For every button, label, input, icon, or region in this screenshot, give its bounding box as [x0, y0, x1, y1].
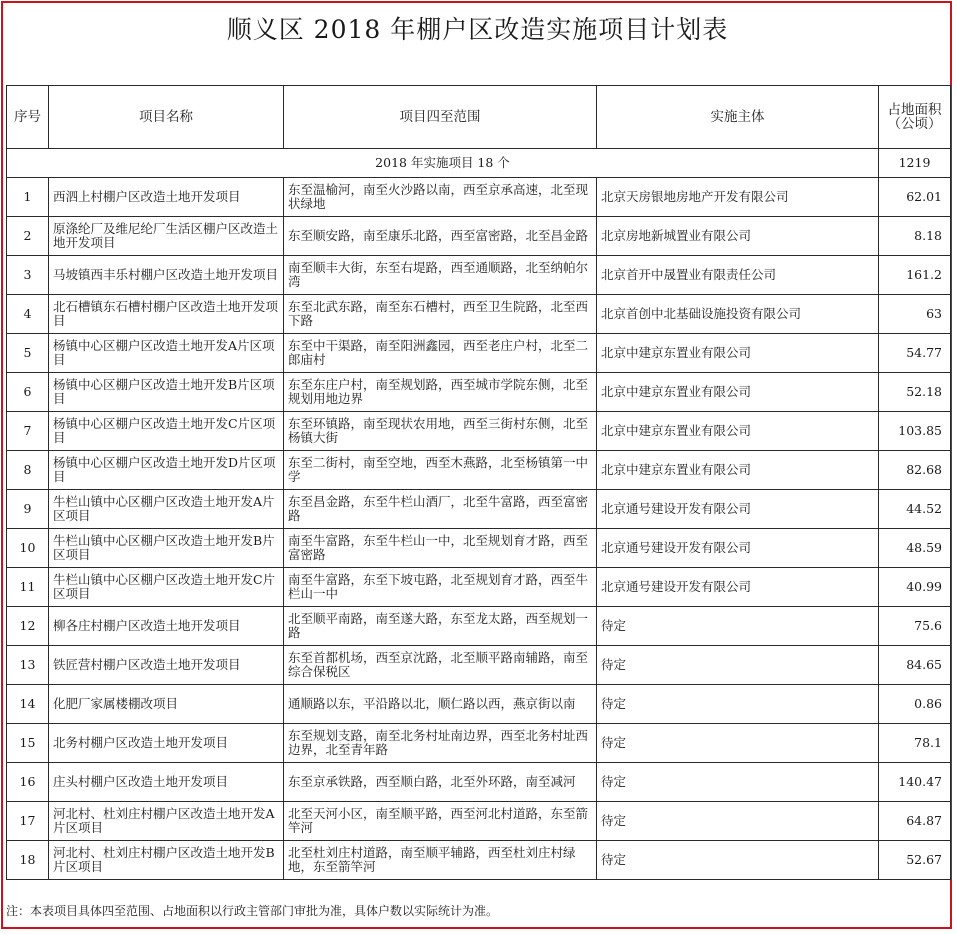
cell-owner: 北京房地新城置业有限公司	[597, 217, 879, 256]
cell-range: 南至牛富路，东至下坡屯路，北至规划育才路，西至牛栏山一中	[284, 568, 597, 607]
summary-row	[7, 149, 951, 178]
cell-range: 北至杜刘庄村道路，南至顺平辅路，西至杜刘庄村绿地，东至箭竿河	[284, 841, 597, 880]
cell-name: 牛栏山镇中心区棚户区改造土地开发A片区项目	[49, 490, 284, 529]
cell-area: 44.52	[879, 490, 951, 529]
cell-area: 75.6	[879, 607, 951, 646]
table-row	[7, 607, 951, 646]
cell-seq: 18	[7, 841, 49, 880]
cell-area: 84.65	[879, 646, 951, 685]
cell-range: 东至二街村，南至空地，西至木燕路，北至杨镇第一中学	[284, 451, 597, 490]
table-row	[7, 529, 951, 568]
table-row	[7, 646, 951, 685]
cell-owner: 待定	[597, 724, 879, 763]
cell-name: 庄头村棚户区改造土地开发项目	[49, 763, 284, 802]
cell-owner: 待定	[597, 607, 879, 646]
cell-name: 杨镇中心区棚户区改造土地开发A片区项目	[49, 334, 284, 373]
cell-area: 52.18	[879, 373, 951, 412]
cell-owner: 北京首创中北基础设施投资有限公司	[597, 295, 879, 334]
cell-range: 东至顺安路，南至康乐北路，西至富密路，北至昌金路	[284, 217, 597, 256]
cell-seq: 3	[7, 256, 49, 295]
page-title: 顺义区 2018 年棚户区改造实施项目计划表	[226, 15, 729, 44]
cell-name: 北石槽镇东石槽村棚户区改造土地开发项目	[49, 295, 284, 334]
cell-owner: 待定	[597, 646, 879, 685]
header-area-line1: 占地面积	[887, 102, 942, 118]
cell-owner: 北京中建京东置业有限公司	[597, 451, 879, 490]
cell-area: 40.99	[879, 568, 951, 607]
table-row	[7, 763, 951, 802]
cell-range: 东至环镇路，南至现状农用地，西至三街村东侧，北至杨镇大街	[284, 412, 597, 451]
project-table	[6, 85, 951, 880]
cell-range: 通顺路以东，平沿路以北，顺仁路以西，燕京街以南	[284, 685, 597, 724]
cell-owner: 待定	[597, 841, 879, 880]
cell-seq: 6	[7, 373, 49, 412]
cell-name: 杨镇中心区棚户区改造土地开发B片区项目	[49, 373, 284, 412]
header-area-line2: （公顷）	[887, 116, 942, 132]
cell-range: 东至京承铁路，西至顺白路，北至外环路，南至减河	[284, 763, 597, 802]
table-row	[7, 802, 951, 841]
cell-name: 柳各庄村棚户区改造土地开发项目	[49, 607, 284, 646]
cell-name: 化肥厂家属楼棚改项目	[49, 685, 284, 724]
cell-seq: 5	[7, 334, 49, 373]
cell-area: 54.77	[879, 334, 951, 373]
cell-owner: 北京通号建设开发有限公司	[597, 568, 879, 607]
cell-seq: 14	[7, 685, 49, 724]
cell-owner: 北京通号建设开发有限公司	[597, 529, 879, 568]
header-range: 项目四至范围	[284, 86, 597, 149]
cell-range: 东至北武东路，南至东石槽村，西至卫生院路，北至西下路	[284, 295, 597, 334]
cell-area: 161.2	[879, 256, 951, 295]
header-seq: 序号	[7, 86, 49, 149]
cell-seq: 10	[7, 529, 49, 568]
table-row	[7, 178, 951, 217]
cell-name: 牛栏山镇中心区棚户区改造土地开发C片区项目	[49, 568, 284, 607]
cell-seq: 2	[7, 217, 49, 256]
cell-seq: 15	[7, 724, 49, 763]
cell-name: 西泗上村棚户区改造土地开发项目	[49, 178, 284, 217]
cell-owner: 待定	[597, 763, 879, 802]
cell-seq: 13	[7, 646, 49, 685]
cell-range: 北至顺平南路，南至遂大路，东至龙太路，西至规划一路	[284, 607, 597, 646]
cell-area: 52.67	[879, 841, 951, 880]
table-header-row	[7, 86, 951, 149]
cell-area: 64.87	[879, 802, 951, 841]
footnote: 注：本表项目具体四至范围、占地面积以行政主管部门审批为准，具体户数以实际统计为准。	[6, 904, 499, 918]
cell-seq: 1	[7, 178, 49, 217]
cell-area: 63	[879, 295, 951, 334]
cell-name: 河北村、杜刘庄村棚户区改造土地开发B片区项目	[49, 841, 284, 880]
cell-seq: 4	[7, 295, 49, 334]
cell-area: 0.86	[879, 685, 951, 724]
header-area	[879, 86, 951, 149]
cell-name: 原涤纶厂及维尼纶厂生活区棚户区改造土地开发项目	[49, 217, 284, 256]
table-row	[7, 451, 951, 490]
table-row	[7, 841, 951, 880]
cell-seq: 9	[7, 490, 49, 529]
cell-name: 杨镇中心区棚户区改造土地开发C片区项目	[49, 412, 284, 451]
table-row	[7, 412, 951, 451]
cell-owner: 北京中建京东置业有限公司	[597, 412, 879, 451]
table-row	[7, 724, 951, 763]
table-row	[7, 490, 951, 529]
cell-range: 东至昌金路，东至牛栏山酒厂，北至牛富路，西至富密路	[284, 490, 597, 529]
cell-seq: 12	[7, 607, 49, 646]
cell-name: 杨镇中心区棚户区改造土地开发D片区项目	[49, 451, 284, 490]
cell-seq: 17	[7, 802, 49, 841]
cell-range: 东至温榆河，南至火沙路以南，西至京承高速，北至现状绿地	[284, 178, 597, 217]
cell-range: 北至天河小区，南至顺平路，西至河北村道路，东至箭竿河	[284, 802, 597, 841]
cell-owner: 北京通号建设开发有限公司	[597, 490, 879, 529]
header-owner: 实施主体	[597, 86, 879, 149]
cell-owner: 待定	[597, 685, 879, 724]
cell-area: 48.59	[879, 529, 951, 568]
table-row	[7, 685, 951, 724]
cell-name: 铁匠营村棚户区改造土地开发项目	[49, 646, 284, 685]
cell-area: 8.18	[879, 217, 951, 256]
cell-range: 南至顺丰大街，东至右堤路，西至通顺路，北至纳帕尔湾	[284, 256, 597, 295]
cell-owner: 待定	[597, 802, 879, 841]
cell-area: 62.01	[879, 178, 951, 217]
table-row	[7, 217, 951, 256]
cell-seq: 8	[7, 451, 49, 490]
table-row	[7, 334, 951, 373]
cell-seq: 16	[7, 763, 49, 802]
table-row	[7, 295, 951, 334]
cell-owner: 北京首开中晟置业有限责任公司	[597, 256, 879, 295]
cell-seq: 7	[7, 412, 49, 451]
cell-owner: 北京天房银地房地产开发有限公司	[597, 178, 879, 217]
cell-range: 南至牛富路，东至牛栏山一中，北至规划育才路，西至富密路	[284, 529, 597, 568]
cell-name: 马坡镇西丰乐村棚户区改造土地开发项目	[49, 256, 284, 295]
summary-total: 1219	[879, 149, 951, 178]
cell-name: 河北村、杜刘庄村棚户区改造土地开发A片区项目	[49, 802, 284, 841]
header-name: 项目名称	[49, 86, 284, 149]
cell-range: 东至东庄户村，南至规划路，西至城市学院东侧，北至规划用地边界	[284, 373, 597, 412]
cell-owner: 北京中建京东置业有限公司	[597, 373, 879, 412]
cell-owner: 北京中建京东置业有限公司	[597, 334, 879, 373]
cell-name: 牛栏山镇中心区棚户区改造土地开发B片区项目	[49, 529, 284, 568]
table-row	[7, 568, 951, 607]
table-row	[7, 256, 951, 295]
cell-range: 东至中干渠路，南至阳洲鑫园，西至老庄户村，北至二郎庙村	[284, 334, 597, 373]
summary-label: 2018 年实施项目 18 个	[7, 149, 879, 178]
cell-area: 103.85	[879, 412, 951, 451]
cell-area: 78.1	[879, 724, 951, 763]
cell-area: 82.68	[879, 451, 951, 490]
cell-range: 东至规划支路，南至北务村址南边界，西至北务村址西边界，北至青年路	[284, 724, 597, 763]
cell-seq: 11	[7, 568, 49, 607]
table-row	[7, 373, 951, 412]
cell-name: 北务村棚户区改造土地开发项目	[49, 724, 284, 763]
cell-range: 东至首都机场，西至京沈路，北至顺平路南辅路，南至综合保税区	[284, 646, 597, 685]
cell-area: 140.47	[879, 763, 951, 802]
